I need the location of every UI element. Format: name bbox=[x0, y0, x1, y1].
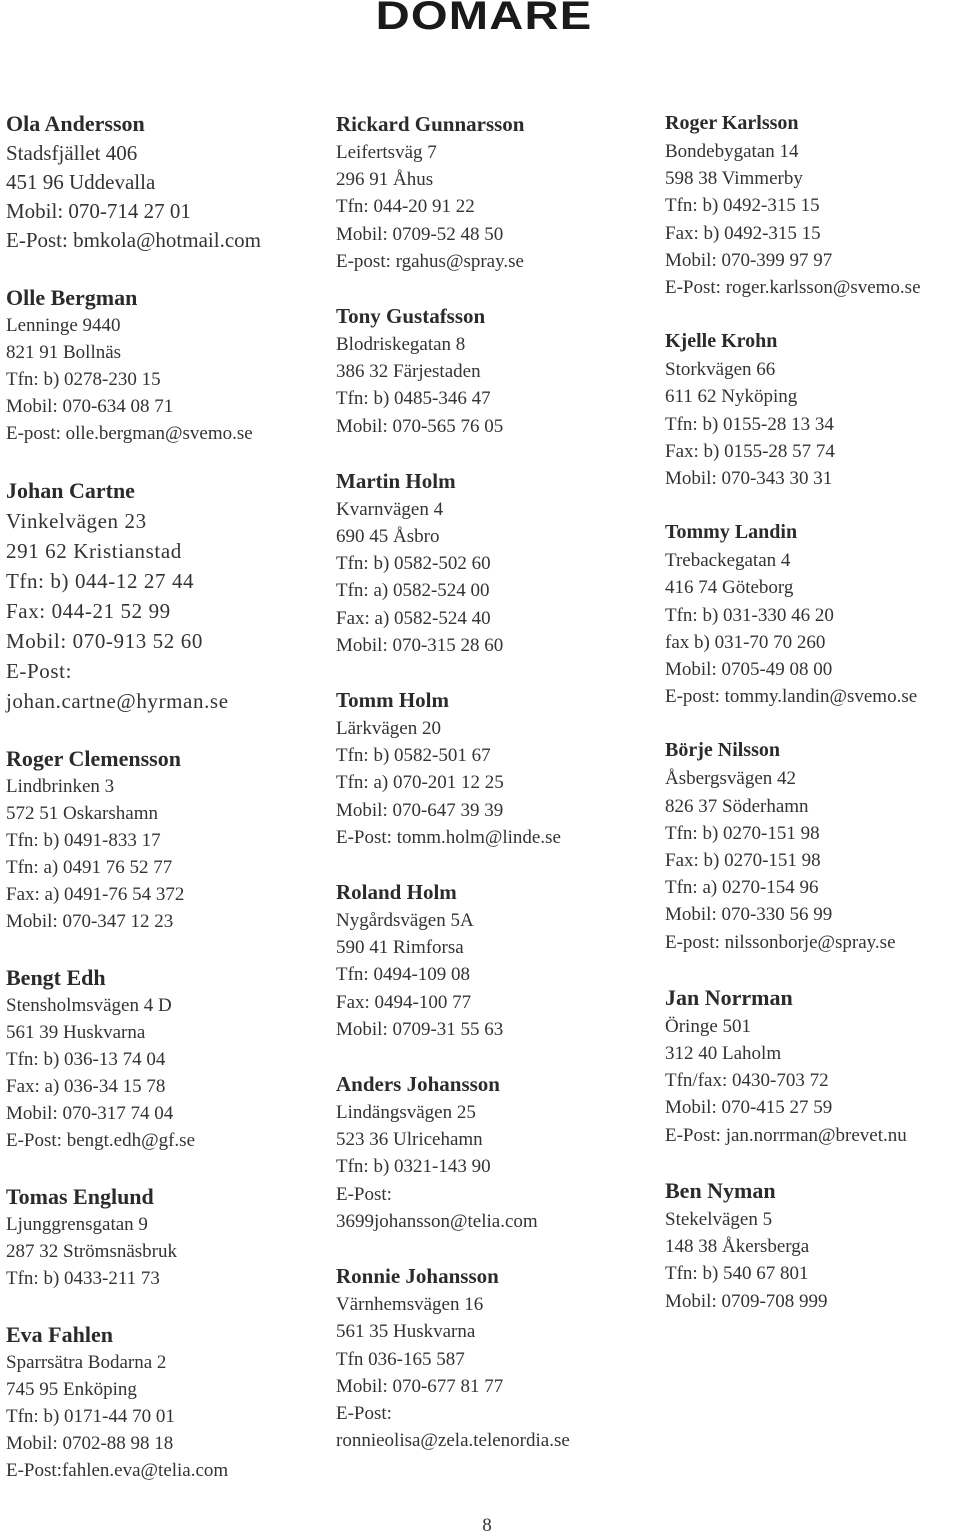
contact-mobile: Mobil: 0705-49 08 00 bbox=[665, 659, 833, 681]
contact-mobile: Mobil: 070-317 74 04 bbox=[6, 1103, 174, 1124]
page-number: 8 bbox=[482, 1515, 492, 1536]
contact-postal: 451 96 Uddevalla bbox=[6, 170, 156, 194]
contact-entry bbox=[665, 327, 960, 492]
contact-mobile: Mobil: 070-343 30 31 bbox=[665, 468, 833, 490]
contact-entry bbox=[6, 1321, 326, 1484]
contact-postal: 572 51 Oskarshamn bbox=[6, 803, 158, 824]
contact-phone: Tfn: b) 0433-211 73 bbox=[6, 1268, 160, 1289]
contact-mobile: Mobil: 070-315 28 60 bbox=[336, 634, 504, 656]
contact-address: Stensholmsvägen 4 D bbox=[6, 995, 172, 1016]
contact-name: Tommy Landin bbox=[665, 521, 798, 544]
contact-email: ronnieolisa@zela.telenordia.se bbox=[336, 1430, 570, 1452]
contact-phone: Tfn: b) 0582-501 67 bbox=[336, 745, 491, 767]
contact-email: E-Post: bmkola@hotmail.com bbox=[6, 228, 261, 252]
contact-address: Blodriskegatan 8 bbox=[336, 334, 466, 356]
contact-address: Sparrsätra Bodarna 2 bbox=[6, 1352, 167, 1373]
contact-entry bbox=[665, 518, 960, 710]
contact-fax: Fax: b) 0270-151 98 bbox=[665, 850, 821, 872]
contact-entry bbox=[665, 109, 960, 301]
contact-phone: Tfn: b) 0155-28 13 34 bbox=[665, 413, 834, 435]
contact-postal: 386 32 Färjestaden bbox=[336, 361, 481, 383]
contact-entry bbox=[6, 109, 326, 255]
contact-address: Storkvägen 66 bbox=[665, 359, 776, 381]
contact-postal: 312 40 Laholm bbox=[665, 1043, 782, 1065]
contact-mobile: Mobil: 070-677 81 77 bbox=[336, 1375, 504, 1397]
contact-address: Stekelvägen 5 bbox=[665, 1208, 773, 1230]
contact-postal: 287 32 Strömsnäsbruk bbox=[6, 1241, 177, 1262]
contact-postal: 148 38 Åkersberga bbox=[665, 1236, 810, 1258]
contact-phone: Tfn: b) 540 67 801 bbox=[665, 1263, 809, 1285]
contact-entry bbox=[336, 685, 656, 851]
contact-mobile: Mobil: 070-714 27 01 bbox=[6, 199, 191, 223]
contact-address: Lärkvägen 20 bbox=[336, 718, 441, 740]
contact-address: Värnhemsvägen 16 bbox=[336, 1294, 484, 1316]
contact-phone: Tfn: b) 0171-44 70 01 bbox=[6, 1406, 175, 1427]
contact-phone: Tfn: a) 0270-154 96 bbox=[665, 877, 819, 899]
contact-phone: Tfn: b) 031-330 46 20 bbox=[665, 604, 834, 626]
contact-entry bbox=[336, 877, 656, 1043]
contact-postal: 598 38 Vimmerby bbox=[665, 168, 803, 190]
contact-entry bbox=[665, 1175, 960, 1315]
contact-phone: Tfn: b) 036-13 74 04 bbox=[6, 1049, 166, 1070]
contact-entry bbox=[336, 1261, 656, 1454]
contact-phone: Tfn: b) 0485-346 47 bbox=[336, 388, 491, 410]
contact-postal: 745 95 Enköping bbox=[6, 1379, 137, 1400]
contact-name: Jan Norrman bbox=[665, 984, 793, 1010]
contact-name: Eva Fahlen bbox=[6, 1322, 113, 1347]
contact-phone-fax: Tfn/fax: 0430-703 72 bbox=[665, 1070, 829, 1092]
contact-email: E-post: nilssonborje@spray.se bbox=[665, 931, 896, 953]
contact-postal: 561 39 Huskvarna bbox=[6, 1022, 146, 1043]
contact-address: Öringe 501 bbox=[665, 1015, 752, 1037]
contact-address: Kvarnvägen 4 bbox=[336, 498, 444, 520]
contact-postal: 821 91 Bollnäs bbox=[6, 342, 122, 363]
contact-phone: Tfn: 0494-109 08 bbox=[336, 964, 471, 986]
contact-phone: Tfn: a) 0491 76 52 77 bbox=[6, 857, 173, 878]
contact-mobile: Mobil: 070-330 56 99 bbox=[665, 904, 833, 926]
contact-fax: Fax: 0494-100 77 bbox=[336, 991, 472, 1013]
contact-mobile: Mobil: 070-913 52 60 bbox=[6, 629, 203, 653]
contact-email: 3699johansson@telia.com bbox=[336, 1210, 538, 1232]
contact-postal: 590 41 Rimforsa bbox=[336, 937, 464, 959]
contact-address: Åsbergsvägen 42 bbox=[665, 768, 797, 790]
contact-address: Lindängsvägen 25 bbox=[336, 1102, 476, 1124]
contact-mobile: Mobil: 0702-88 98 18 bbox=[6, 1433, 174, 1454]
contact-name: Bengt Edh bbox=[6, 965, 106, 990]
page-title: DOMARE bbox=[375, 0, 593, 38]
contact-address: Ljunggrensgatan 9 bbox=[6, 1214, 148, 1235]
contact-name: Johan Cartne bbox=[6, 478, 135, 503]
contact-name: Olle Bergman bbox=[6, 285, 138, 310]
contact-address: Stadsfjället 406 bbox=[6, 141, 138, 165]
contact-address: Leifertsväg 7 bbox=[336, 142, 437, 163]
contact-name: Ola Andersson bbox=[6, 111, 145, 136]
contact-fax: Fax: b) 0492-315 15 bbox=[665, 222, 821, 244]
contact-mobile: Mobil: 070-565 76 05 bbox=[336, 415, 504, 437]
directory-column-1 bbox=[6, 109, 326, 1513]
contact-address: Trebackegatan 4 bbox=[665, 550, 791, 572]
contact-fax: Fax: 044-21 52 99 bbox=[6, 599, 171, 623]
contact-entry bbox=[6, 745, 326, 935]
contact-email: E-Post: jan.norrman@brevet.nu bbox=[665, 1124, 907, 1146]
contact-postal: 690 45 Åsbro bbox=[336, 526, 440, 548]
contact-email-label: E-Post: bbox=[336, 1402, 392, 1424]
contact-mobile: Mobil: 070-647 39 39 bbox=[336, 799, 504, 821]
contact-postal: 296 91 Åhus bbox=[336, 169, 434, 191]
contact-phone: Tfn 036-165 587 bbox=[336, 1348, 465, 1370]
contact-name: Tony Gustafsson bbox=[336, 304, 486, 329]
contact-email: E-post: olle.bergman@svemo.se bbox=[6, 423, 253, 444]
contact-phone: Tfn: b) 0582-502 60 bbox=[336, 553, 491, 575]
contact-fax: fax b) 031-70 70 260 bbox=[665, 631, 826, 653]
contact-fax: Fax: a) 0582-524 40 bbox=[336, 607, 491, 629]
contact-name: Anders Johansson bbox=[336, 1072, 500, 1097]
contact-email: E-post: rgahus@spray.se bbox=[336, 250, 524, 272]
contact-address: Vinkelvägen 23 bbox=[6, 509, 147, 533]
contact-postal: 826 37 Söderhamn bbox=[665, 795, 809, 817]
contact-mobile: Mobil: 070-415 27 59 bbox=[665, 1097, 833, 1119]
contact-mobile: Mobil: 070-634 08 71 bbox=[6, 396, 174, 417]
contact-fax: Fax: a) 036-34 15 78 bbox=[6, 1076, 166, 1097]
contact-postal: 611 62 Nyköping bbox=[665, 386, 798, 408]
contact-name: Tomas Englund bbox=[6, 1184, 154, 1209]
contact-phone: Tfn: b) 0278-230 15 bbox=[6, 369, 161, 390]
contact-mobile: Mobil: 070-399 97 97 bbox=[665, 249, 833, 271]
contact-mobile: Mobil: 0709-31 55 63 bbox=[336, 1018, 504, 1040]
contact-email: E-Post: bengt.edh@gf.se bbox=[6, 1130, 195, 1151]
contact-mobile: Mobil: 0709-52 48 50 bbox=[336, 223, 504, 245]
contact-entry bbox=[336, 109, 656, 275]
contact-name: Börje Nilsson bbox=[665, 739, 780, 762]
contact-address: Bondebygatan 14 bbox=[665, 141, 799, 162]
contact-entry bbox=[665, 982, 960, 1149]
contact-name: Ben Nyman bbox=[665, 1177, 776, 1203]
contact-mobile: Mobil: 0709-708 999 bbox=[665, 1290, 828, 1312]
contact-email: E-Post:fahlen.eva@telia.com bbox=[6, 1460, 229, 1481]
contact-entry bbox=[336, 1069, 656, 1235]
contact-entry bbox=[336, 466, 656, 659]
contact-entry bbox=[6, 1183, 326, 1292]
contact-postal: 291 62 Kristianstad bbox=[6, 539, 182, 563]
contact-postal: 523 36 Ulricehamn bbox=[336, 1129, 483, 1151]
contact-name: Tomm Holm bbox=[336, 688, 449, 713]
contact-fax: Fax: b) 0155-28 57 74 bbox=[665, 440, 835, 462]
contact-fax: Fax: a) 0491-76 54 372 bbox=[6, 884, 185, 905]
contact-phone: Tfn: a) 0582-524 00 bbox=[336, 580, 490, 602]
directory-column-3 bbox=[665, 109, 960, 1341]
contact-postal: 561 35 Huskvarna bbox=[336, 1321, 476, 1343]
contact-entry bbox=[6, 476, 326, 716]
contact-email-label: E-Post: bbox=[336, 1183, 392, 1205]
contact-email: E-Post: tomm.holm@linde.se bbox=[336, 826, 561, 848]
contact-phone: Tfn: b) 0321-143 90 bbox=[336, 1156, 491, 1178]
contact-name: Roger Clemensson bbox=[6, 746, 181, 771]
contact-name: Roger Karlsson bbox=[665, 112, 799, 134]
contact-name: Rickard Gunnarsson bbox=[336, 112, 525, 136]
contact-entry bbox=[665, 736, 960, 955]
contact-address: Lenninge 9440 bbox=[6, 315, 121, 336]
contact-name: Ronnie Johansson bbox=[336, 1264, 499, 1289]
contact-mobile: Mobil: 070-347 12 23 bbox=[6, 911, 174, 932]
contact-address: Nygårdsvägen 5A bbox=[336, 910, 474, 932]
contact-address: Lindbrinken 3 bbox=[6, 776, 115, 797]
contact-email: E-post: tommy.landin@svemo.se bbox=[665, 686, 918, 708]
contact-email-label: E-Post: bbox=[6, 659, 73, 683]
contact-entry bbox=[6, 284, 326, 447]
contact-email: E-Post: roger.karlsson@svemo.se bbox=[665, 277, 921, 299]
contact-phone: Tfn: b) 0492-315 15 bbox=[665, 195, 820, 217]
contact-phone: Tfn: b) 0270-151 98 bbox=[665, 822, 820, 844]
contact-name: Kjelle Krohn bbox=[665, 330, 778, 353]
contact-name: Martin Holm bbox=[336, 468, 456, 493]
contact-phone: Tfn: b) 044-12 27 44 bbox=[6, 569, 195, 593]
directory-column-2 bbox=[336, 109, 656, 1480]
contact-name: Roland Holm bbox=[336, 880, 457, 905]
contact-entry bbox=[336, 301, 656, 440]
contact-phone: Tfn: b) 0491-833 17 bbox=[6, 830, 161, 851]
contact-phone: Tfn: a) 070-201 12 25 bbox=[336, 772, 504, 794]
contact-phone: Tfn: 044-20 91 22 bbox=[336, 196, 475, 218]
contact-email: johan.cartne@hyrman.se bbox=[6, 689, 229, 713]
contact-postal: 416 74 Göteborg bbox=[665, 577, 794, 599]
contact-entry bbox=[6, 964, 326, 1154]
